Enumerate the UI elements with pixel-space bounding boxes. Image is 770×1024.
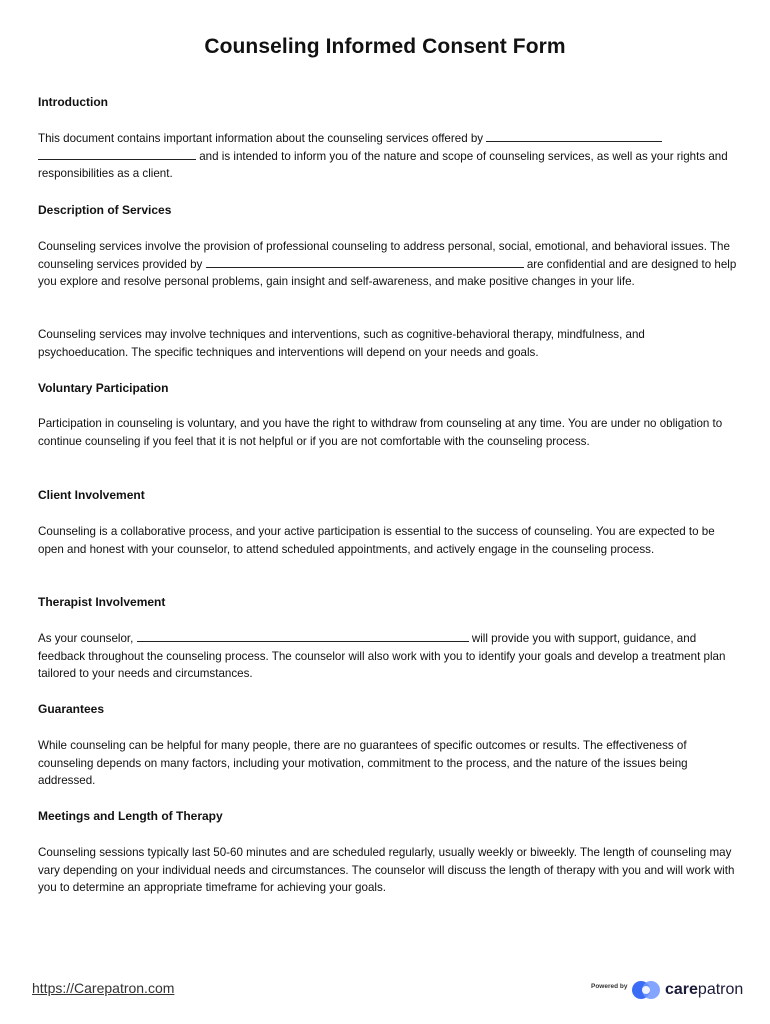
heading-guarantees: Guarantees: [38, 702, 105, 716]
carepatron-logo-icon: [632, 979, 662, 1001]
paragraph-therapist: [38, 630, 738, 683]
paragraph-description-1: [38, 238, 738, 291]
paragraph-description-2: Counseling services may involve techniques and interventions, such as cognitive-behavioral therapy, mindfulness, and psychoeducation. The specific techniques and interventions will depend on your needs and goals.: [38, 328, 645, 359]
services-provider-blank[interactable]: [206, 256, 524, 268]
carepatron-brand: [632, 978, 743, 1002]
heading-therapist-involvement: Therapist Involvement: [38, 595, 166, 609]
paragraph-introduction: [38, 130, 738, 183]
therapist-text-b: will provide you with support, guidance, and feedback throughout the counseling process. The counselor will also work with you to identify your goals and develop a treatment plan tailored to your needs and circumstances.: [38, 632, 726, 680]
powered-by-label: Powered by: [591, 983, 628, 990]
description-text-b: are confidential and are designed to help you explore and resolve personal problems, gain insight and self-awareness, and make positive changes in your life.: [38, 257, 737, 288]
provider-name-blank-cont[interactable]: [38, 148, 196, 160]
paragraph-meetings: Counseling sessions typically last 50-60 minutes and are scheduled regularly, usually weekly or biweekly. The length of counseling may vary depending on your individual needs and circumstances. The counselor will discuss the length of therapy with you and will work with you to determine an appropriate timeframe for achieving your goals.: [38, 846, 735, 894]
page-title: Counseling Informed Consent Form: [204, 35, 566, 58]
description-text-a: Counseling services involve the provision of professional counseling to address personal, social, emotional, and behavioral issues. The counseling services provided by: [38, 240, 730, 271]
carepatron-wordmark: carepatron: [665, 981, 744, 998]
heading-description-of-services: Description of Services: [38, 203, 172, 217]
therapist-text-a: As your counselor,: [38, 632, 134, 645]
provider-name-blank[interactable]: [486, 130, 662, 142]
paragraph-voluntary: Participation in counseling is voluntary, and you have the right to withdraw from counseling at any time. You are under no obligation to continue counseling if you feel that it is not helpful or if you are not comfortable with the counseling process.: [38, 417, 723, 448]
carepatron-link[interactable]: https://Carepatron.com: [32, 980, 175, 996]
paragraph-client: Counseling is a collaborative process, and your active participation is essential to the success of counseling. You are expected to be open and honest with your counselor, to attend scheduled appointments, and actively engage in the counseling process.: [38, 525, 715, 556]
heading-introduction: Introduction: [38, 95, 108, 109]
introduction-text-b: and is intended to inform you of the nature and scope of counseling services, as well as your rights and responsibilities as a client.: [38, 149, 728, 180]
paragraph-guarantees: While counseling can be helpful for many people, there are no guarantees of specific outcomes or results. The effectiveness of counseling depends on many factors, including your motivation, commitment to the process, and the nature of the issues being addressed.: [38, 739, 688, 787]
heading-voluntary-participation: Voluntary Participation: [38, 381, 169, 395]
introduction-text-a: This document contains important information about the counseling services offered by: [38, 132, 484, 145]
heading-client-involvement: Client Involvement: [38, 488, 145, 502]
heading-meetings-length: Meetings and Length of Therapy: [38, 809, 223, 823]
counselor-name-blank[interactable]: [137, 630, 469, 642]
